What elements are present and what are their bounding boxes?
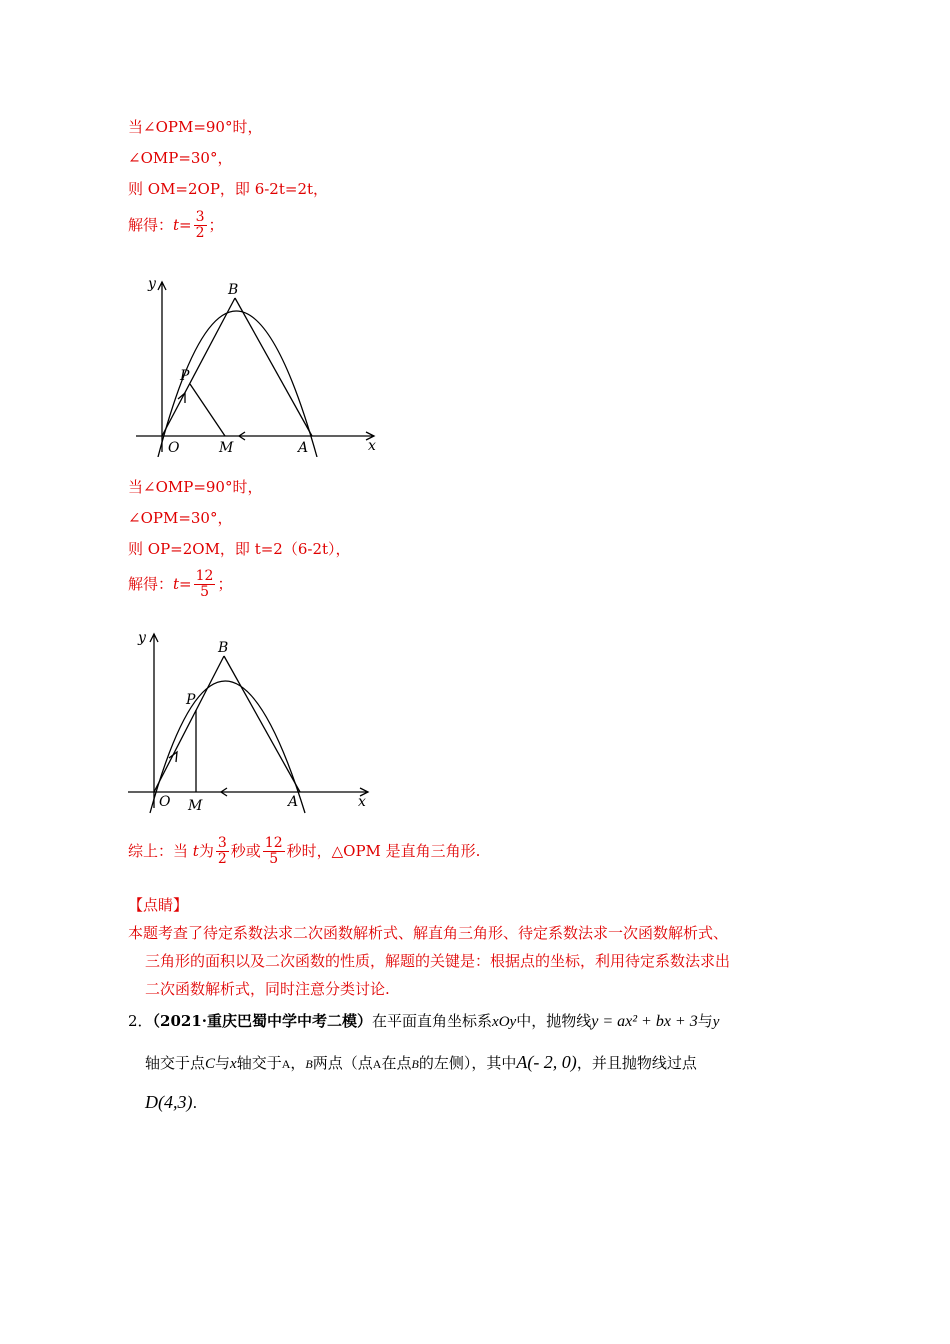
fraction [194, 210, 207, 242]
case2-relation: 则 OP=2OM，即 t=2（6-2t）， [128, 540, 351, 558]
label-y: y [138, 630, 146, 646]
text: 在平面直角坐标系 [372, 1012, 493, 1030]
case2-when: 当∠OMP=90°时， [128, 478, 263, 496]
fraction-1 [216, 836, 229, 868]
parabola-curve [158, 311, 317, 457]
text: 的左侧），其中 [418, 1054, 517, 1072]
problem-number: 2． [128, 1012, 153, 1030]
segment-OB [154, 656, 224, 792]
math-B: B [305, 1057, 313, 1071]
math-C: C [205, 1056, 216, 1072]
t-equals: t= [173, 574, 192, 593]
fraction-2 [263, 836, 285, 868]
case1-angle: ∠OMP=30°， [128, 149, 233, 167]
text: 与 [697, 1012, 713, 1030]
math-point-D: D(4,3) [145, 1092, 193, 1112]
t-equals: t= [173, 215, 192, 234]
case2-angle: ∠OPM=30°， [128, 509, 233, 527]
dianjing-line-1: 本题考查了待定系数法求二次函数解析式、解直角三角形、待定系数法求一次函数解析式、 [128, 924, 729, 942]
semicolon: ； [217, 574, 233, 593]
problem-source: （2021·重庆巴蜀中学中考二模） [152, 1012, 373, 1030]
problem-2-line-1 [128, 1010, 719, 1031]
text: . [192, 1094, 198, 1112]
solve-prefix: 解得： [128, 574, 174, 593]
fraction-denominator: 2 [195, 225, 205, 242]
label-O: O [168, 440, 180, 456]
parabola-curve [150, 681, 305, 813]
dianjing-line-2: 三角形的面积以及二次函数的性质，解题的关键是：根据点的坐标，利用待定系数法求出 [145, 952, 731, 970]
semicolon: ； [208, 215, 224, 234]
fraction-numerator: 12 [264, 835, 283, 851]
text: ，并且抛物线过点 [576, 1054, 697, 1072]
text: 在点 [381, 1054, 412, 1072]
summary-wei: 为 [198, 841, 214, 860]
label-P: P [180, 368, 190, 384]
fraction-numerator: 3 [195, 209, 205, 225]
label-x: x [358, 794, 366, 810]
summary-line [128, 836, 480, 868]
label-B: B [228, 282, 239, 298]
figure-1-parabola-diagram [128, 272, 383, 457]
label-x: x [368, 438, 376, 454]
summary-end: 秒时，△OPM 是直角三角形. [286, 841, 481, 860]
case1-solution [128, 210, 224, 242]
text: 中，抛物线 [516, 1012, 592, 1030]
summary-t: t [192, 841, 199, 860]
label-M: M [219, 440, 234, 456]
math-A: A [372, 1057, 382, 1071]
text: 两点（点 [312, 1054, 373, 1072]
segment-PM [190, 384, 225, 436]
problem-2-line-3 [145, 1092, 197, 1113]
label-P: P [186, 692, 196, 708]
dianjing-line-3: 二次函数解析式，同时注意分类讨论. [145, 980, 390, 998]
label-A: A [288, 794, 299, 810]
math-xOy: xOy [492, 1014, 517, 1030]
text: 轴交于点 [145, 1054, 206, 1072]
fraction-denominator: 2 [217, 851, 227, 868]
fraction-numerator: 3 [217, 835, 227, 851]
label-B: B [218, 640, 229, 656]
solve-prefix: 解得： [128, 215, 174, 234]
label-O: O [159, 794, 171, 810]
fraction [194, 569, 216, 601]
case2-solution [128, 569, 232, 601]
summary-mid: 秒或 [230, 841, 261, 860]
fraction-denominator: 5 [200, 584, 209, 601]
text: 轴交于 [236, 1054, 282, 1072]
figure-2-parabola-diagram [120, 628, 380, 818]
math-parabola-equation: y = ax² + bx + 3 [591, 1013, 698, 1030]
dianjing-title: 【点睛】 [128, 896, 189, 914]
problem-2-line-2 [145, 1052, 697, 1073]
label-A: A [298, 440, 309, 456]
label-M: M [188, 798, 203, 814]
fraction-denominator: 5 [269, 851, 279, 868]
case1-relation: 则 OM=2OP，即 6-2t=2t， [128, 180, 329, 198]
summary-prefix: 综上：当 [128, 841, 189, 860]
fraction-numerator: 12 [195, 568, 214, 584]
segment-OB [162, 298, 235, 436]
segment-BA [224, 656, 300, 792]
segment-BA [235, 298, 312, 436]
math-point-A: A(- 2, 0) [516, 1052, 577, 1072]
math-B: B [411, 1057, 419, 1071]
math-y: y [712, 1014, 720, 1030]
label-y: y [148, 276, 156, 292]
math-A: A [281, 1057, 291, 1071]
text: ， [290, 1054, 306, 1072]
text: 与 [215, 1054, 231, 1072]
math-x: x [230, 1056, 237, 1072]
case1-when: 当∠OPM=90°时， [128, 118, 263, 136]
